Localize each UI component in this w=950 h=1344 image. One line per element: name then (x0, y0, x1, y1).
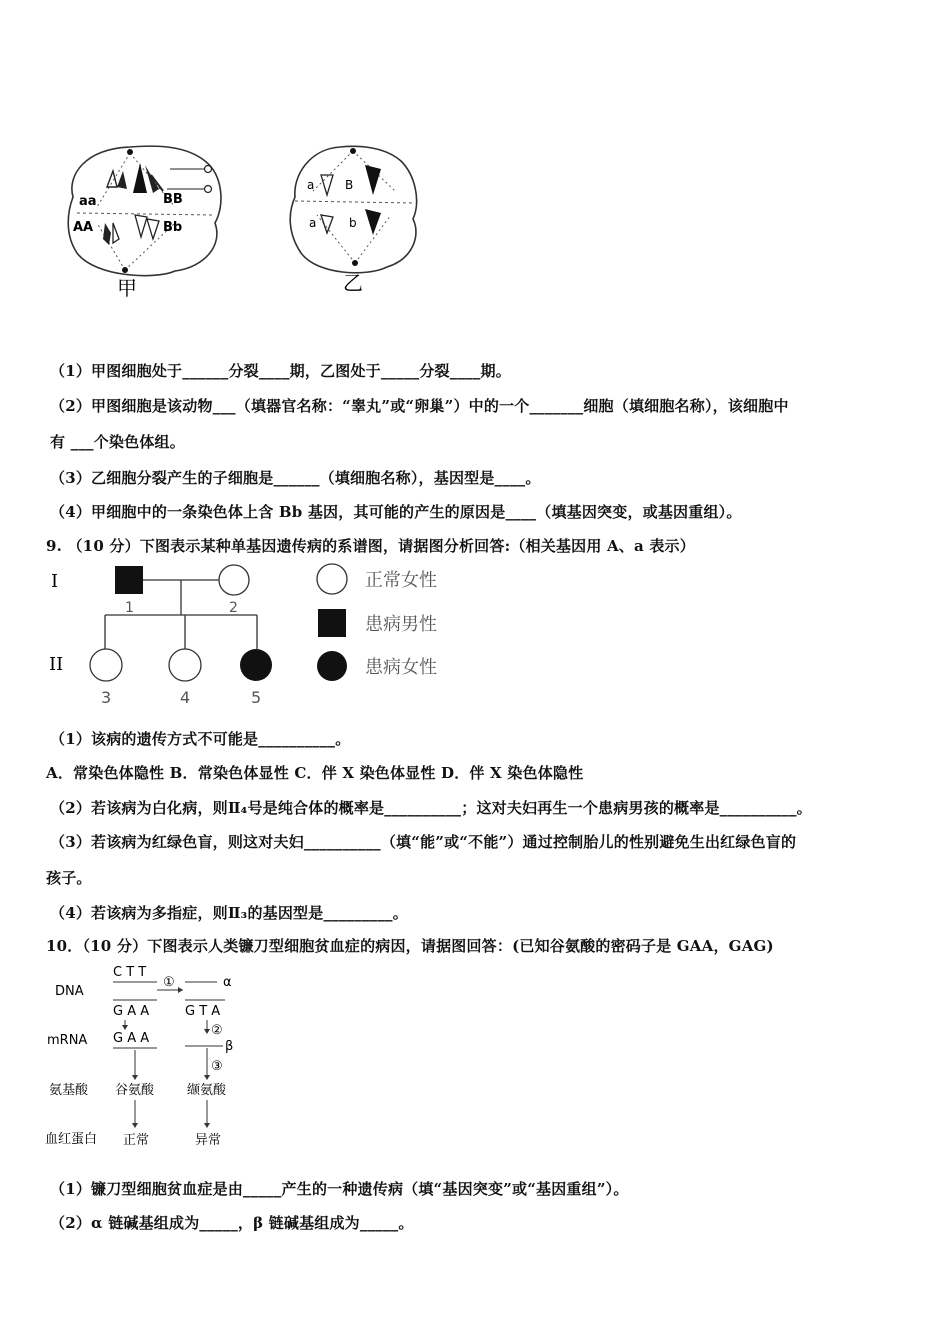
sickle-cell-figure (45, 960, 305, 1160)
pedigree-gen-I: I (51, 571, 59, 592)
label-yi: 乙 (343, 271, 363, 295)
label-jia: 甲 (117, 276, 137, 300)
q9-sub3-line1: （3）若该病为红绿色盲，则这对夫妇__________（填“能”或“不能”）通过控制胎儿的性别避免生出红绿色盲的 (50, 833, 797, 851)
q8-sub3: （3）乙细胞分裂产生的子细胞是______（填细胞名称），基因型是____。 (50, 469, 541, 487)
pedigree-num-2: 2 (229, 600, 238, 616)
q9-options: A．常染色体隐性 B．常染色体显性 C．伴 X 染色体显性 D．伴 X 染色体隐性 (46, 764, 584, 782)
q8-sub1: （1）甲图细胞处于______分裂____期，乙图处于_____分裂____期。 (50, 362, 511, 380)
q10-title: 10．（10 分）下图表示人类镰刀型细胞贫血症的病因，请据图回答：(已知谷氨酸的密码子是 GAA，GAG) (46, 937, 774, 955)
q9-sub2: （2）若该病为白化病，则Ⅱ₄号是纯合体的概率是__________；这对夫妇再生一个患病男孩的概率是__________。 (50, 799, 812, 817)
hb-normal: 正常 (123, 1133, 150, 1148)
jia-label-AA: AA (73, 220, 94, 235)
step-1: ① (163, 975, 175, 990)
pedigree-II-4 (169, 649, 201, 681)
legend-normal-female-symbol (317, 564, 347, 594)
row-label-aa: 氨基酸 (49, 1083, 89, 1098)
jia-label-Bb: Bb (163, 220, 183, 235)
dna-top-strand: C T T (113, 965, 147, 980)
cell-division-figure (55, 135, 435, 310)
cell-yi (290, 146, 416, 295)
pedigree-num-3: 3 (101, 688, 112, 707)
legend-affected-female: 患病女性 (365, 657, 437, 678)
legend-affected-female-symbol (317, 651, 347, 681)
hb-abnormal: 异常 (195, 1133, 222, 1148)
q8-sub2-line1: （2）甲图细胞是该动物___（填器官名称：“睾丸”或“卵巢”）中的一个_______细胞（填细胞名称），该细胞中 (50, 397, 789, 415)
pedigree-num-4: 4 (180, 688, 191, 707)
dna-mutated-strand: G T A (185, 1004, 221, 1019)
pedigree-I-2 (219, 565, 249, 595)
beta-label: β (225, 1039, 234, 1054)
step-3: ③ (211, 1059, 223, 1074)
q9-sub4: （4）若该病为多指症，则Ⅱ₃的基因型是_________。 (50, 904, 408, 922)
pedigree-II-5 (240, 649, 272, 681)
yi-label-B: B (345, 178, 354, 192)
legend-affected-male: 患病男性 (365, 614, 437, 635)
row-label-hb: 血红蛋白 (45, 1132, 98, 1147)
pedigree-I-1 (115, 566, 143, 594)
pedigree-chart (45, 560, 465, 710)
pedigree-II-3 (90, 649, 122, 681)
aa-normal: 谷氨酸 (115, 1083, 155, 1098)
jia-label-BB: BB (163, 192, 183, 207)
q9-sub3-line2: 孩子。 (46, 869, 92, 887)
q8-sub4: （4）甲细胞中的一条染色体上含 Bb 基因，其可能的产生的原因是____（填基因突变，或基因重组）。 (50, 503, 742, 521)
step-2: ② (211, 1023, 223, 1038)
yi-label-a-bottom: a (309, 216, 317, 230)
yi-label-a-top: a (307, 178, 315, 192)
q10-sub2: （2）α 链碱基组成为_____，β 链碱基组成为_____。 (50, 1214, 414, 1232)
yi-label-b: b (349, 216, 357, 230)
jia-label-aa: aa (79, 194, 97, 209)
aa-mutant: 缬氨酸 (187, 1083, 227, 1098)
q9-title: 9. （10 分）下图表示某种单基因遗传病的系谱图，请据图分析回答:（相关基因用 A、a 表示） (46, 537, 695, 555)
pedigree-gen-II: II (49, 654, 64, 675)
pedigree-num-5: 5 (251, 688, 262, 707)
legend-affected-male-symbol (318, 609, 346, 637)
q9-sub1: （1）该病的遗传方式不可能是__________。 (50, 730, 351, 748)
pedigree-num-1: 1 (125, 600, 134, 616)
mrna-normal: G A A (113, 1031, 150, 1046)
row-label-dna: DNA (55, 984, 84, 999)
alpha-label: α (223, 975, 232, 990)
legend-normal-female: 正常女性 (365, 570, 437, 591)
q10-sub1: （1）镰刀型细胞贫血症是由_____产生的一种遗传病（填“基因突变”或“基因重组”）。 (50, 1180, 629, 1198)
cell-jia (68, 146, 221, 300)
dna-bottom-strand: G A A (113, 1004, 150, 1019)
row-label-mrna: mRNA (47, 1033, 88, 1048)
q8-sub2-line2: 有 ___个染色体组。 (50, 433, 185, 451)
